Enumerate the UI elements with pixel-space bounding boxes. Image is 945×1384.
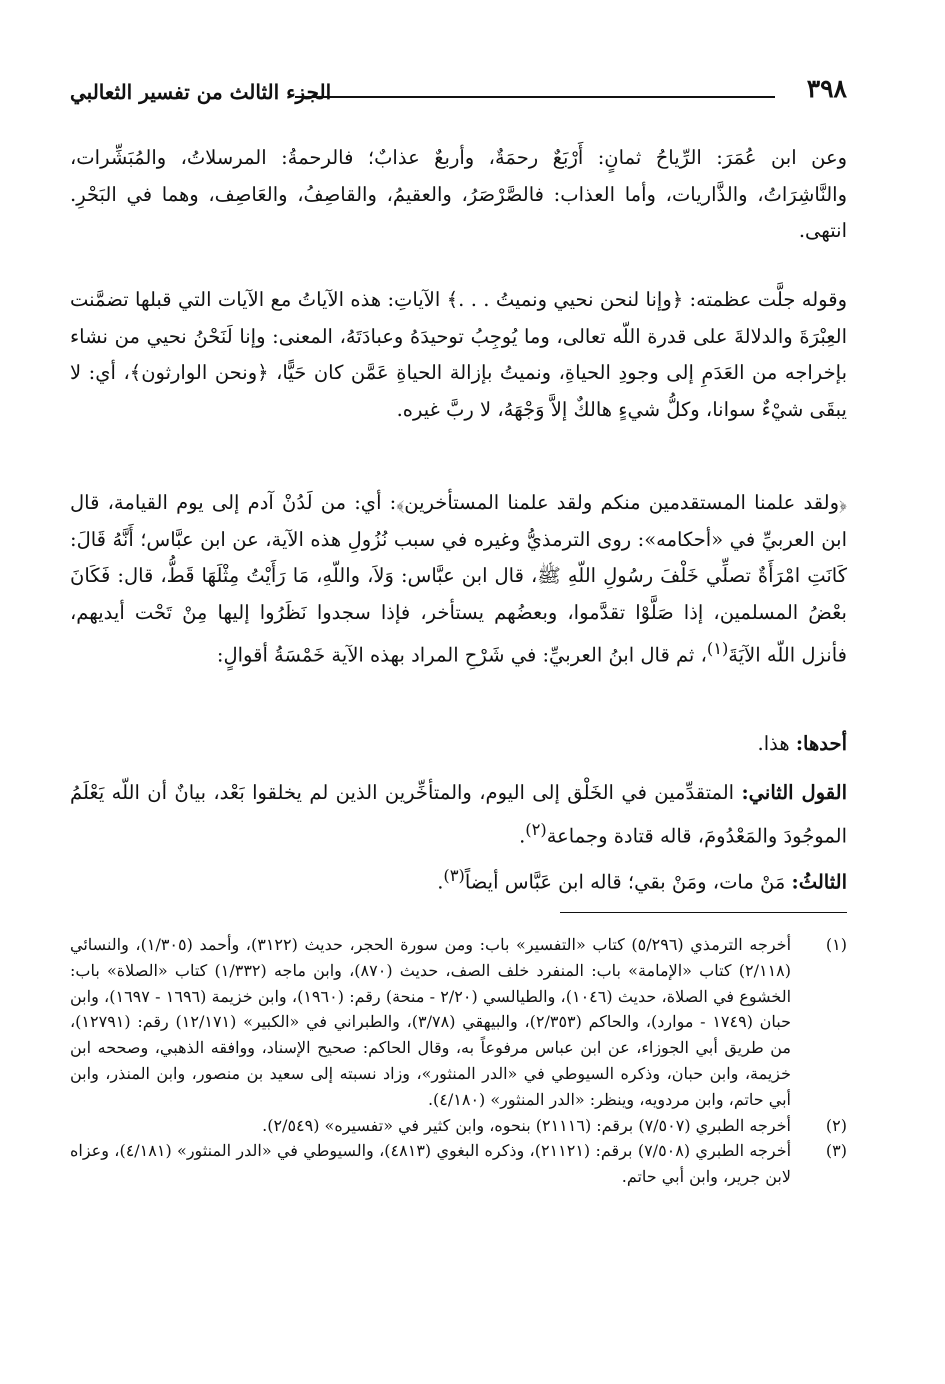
footnote-text: أخرجه الطبري (٧/٥٠٨) برقم: (٢١١٢١)، وذكره البغوي (٤٨١٣)، والسيوطي في «الدر المنثور» (٤/١٨١)، وعزاه لابن جرير، وابن أبي حاتم. — [70, 1141, 792, 1187]
paragraph-second-opinion — [70, 775, 847, 855]
footnote — [70, 932, 847, 1113]
paragraph-text: وقوله جلَّت عظمته: ﴿وإنا لنحن نحيي ونميتُ . . .﴾ الآياتِ: هذه الآياتُ مع الآيات التي قبلها تضمَّنت العِبْرَةَ والدلالةَ على قدرة اللّه تعالى، وما يُوجِبُ توحيدَهُ وعبادَتَهُ، المعنى: وإنا لَنَحْنُ نحيي من نشاء بإخراجه من العَدَمِ إلى وجودِ الحياةِ، ونميتُ بإزالة الحياةِ عَمَّن كان حَيًّا، ﴿ونحن الوارثون﴾، أي: لا يبقَى شيْءٌ سوانا، وكلُّ شيءٍ هالكٌ إلاَّ وَجْهَهُ، لا ربَّ غيره. — [70, 288, 847, 421]
paragraph-text: ﴿ولقد علمنا المستقدمين منكم ولقد علمنا المستأخرين﴾: أي: من لَدُنْ آدم إلى يوم القيامة، قال ابن العربيِّ في «أحكامه»: روى الترمذيُّ وغيره في سبب نُزُولِ هذه الآية، عن ابن عبَّاس؛ أَنَّهُ قَالَ: كَانَتِ امْرَأَةٌ تصلِّي خَلْفَ رسُولِ اللّهِ ﷺ، قال ابن عبَّاس: وَلاَ، واللّهِ، مَا رَأَيْتُ مِثْلَهَا قَطُّ، قال: فَكَانَ بعْضُ المسلمين، إذا صَلَّوْا تقدَّموا، وبعضُهم يستأخر، فإذا سجدوا نَظَرُوا إليها مِنْ تَحْت أيديهم، فأنزل اللّه الآيَةَ — [70, 491, 847, 667]
page-header — [70, 74, 847, 114]
header-rule — [295, 96, 775, 98]
opinion-heading: الثالثُ: — [791, 870, 847, 894]
footnote-number: (٣) — [825, 1141, 847, 1161]
paragraph-text: هذا. — [757, 732, 796, 755]
paragraph-ibn-arabi — [70, 485, 847, 674]
footnote-text: أخرجه الطبري (٧/٥٠٧) برقم: (٢١١١٦) بنحوه، وابن كثير في «تفسيره» (٢/٥٤٩). — [262, 1115, 791, 1135]
running-title: الجزء الثالث من تفسير الثعالبي — [70, 80, 332, 104]
footnote-ref[interactable]: (٢) — [525, 819, 547, 839]
paragraph-verse-commentary — [70, 282, 847, 428]
footnotes-list — [70, 932, 847, 1190]
page-number: ٣٩٨ — [806, 74, 847, 103]
punctuation: . — [519, 824, 526, 847]
footnote — [70, 1138, 847, 1190]
paragraph-third-opinion — [70, 858, 847, 901]
footnote-separator — [560, 912, 847, 913]
paragraph-text: مَنْ مات، ومَنْ بقي؛ قاله ابن عَبَّاس أيضاً — [464, 870, 792, 894]
paragraph-text: وعن ابن عُمَرَ: الرِّياحُ ثمانٍ: أَرْبَعٌ رحمَةٌ، وأربعٌ عذابٌ؛ فالرحمةُ: المرسلاتُ، والمُبَشِّرات، والنَّاشِرَاتُ، والذَّاريات، وأما العذاب: فالصَّرْصَرُ، والعقيمُ، والقاصِفُ، والعَاصِف، وهما في البَحْرِ. انتهى. — [70, 146, 847, 242]
footnote-number: (١) — [825, 935, 847, 954]
footnote-ref[interactable]: (١) — [706, 639, 729, 658]
footnote — [70, 1113, 847, 1139]
footnote-number: (٢) — [825, 1115, 847, 1135]
opinion-heading: القول الثاني: — [741, 781, 847, 804]
paragraph-text: المتقدِّمين في الخَلْق إلى اليوم، والمتأخِّرين الذين لم يخلقوا بَعْد، بيانٌ أن اللّه يَعْلَمُ الموجُودَ والمَعْدُومَ، قاله قتادة وجماعة — [70, 781, 847, 847]
punctuation: . — [437, 870, 444, 894]
footnote-ref[interactable]: (٣) — [443, 866, 465, 885]
paragraph-first-opinion — [70, 726, 847, 763]
footnote-text: أخرجه الترمذي (٥/٢٩٦) كتاب «التفسير» باب: ومن سورة الحجر، حديث (٣١٢٢)، وأحمد (١/٣٠٥)، والنسائي (٢/١١٨) كتاب «الإمامة» باب: المنفرد خلف الصف، حديث (٨٧٠)، وابن ماجه (١/٣٣٢) كتاب «الصلاة» باب: الخشوع في الصلاة، حديث (١٠٤٦)، والطيالسي (٢/٢٠ - منحة) رقم: (١٩٦٠)، وابن خزيمة (١٦٩٦ - ١٦٩٧)، وابن حبان (١٧٤٩ - موارد)، والحاكم (٢/٣٥٣)، والبيهقي (٣/٧٨)، والطبراني في «الكبير» (١٢/١٧١) رقم: (١٢٧٩١)، من طريق أبي الجوزاء، عن ابن عباس مرفوعاً به، وقال الحاكم: صحيح الإسناد، ووافقه الذهبي، وصححه ابن خزيمة، وابن حبان، وذكره السيوطي في «الدر المنثور»، وزاد نسبته إلى سعيد بن منصور، وابن المنذر، وابن أبي حاتم، وابن مردويه، وينظر: «الدر المنثور» (٤/١٨٠). — [70, 935, 792, 1109]
paragraph-text: ، ثم قال ابنُ العربيِّ: في شَرْحِ المراد بهذه الآية خَمْسَةُ أقوالٍ: — [216, 643, 707, 667]
opinion-heading: أحدها: — [795, 732, 847, 755]
paragraph-winds — [70, 140, 847, 250]
